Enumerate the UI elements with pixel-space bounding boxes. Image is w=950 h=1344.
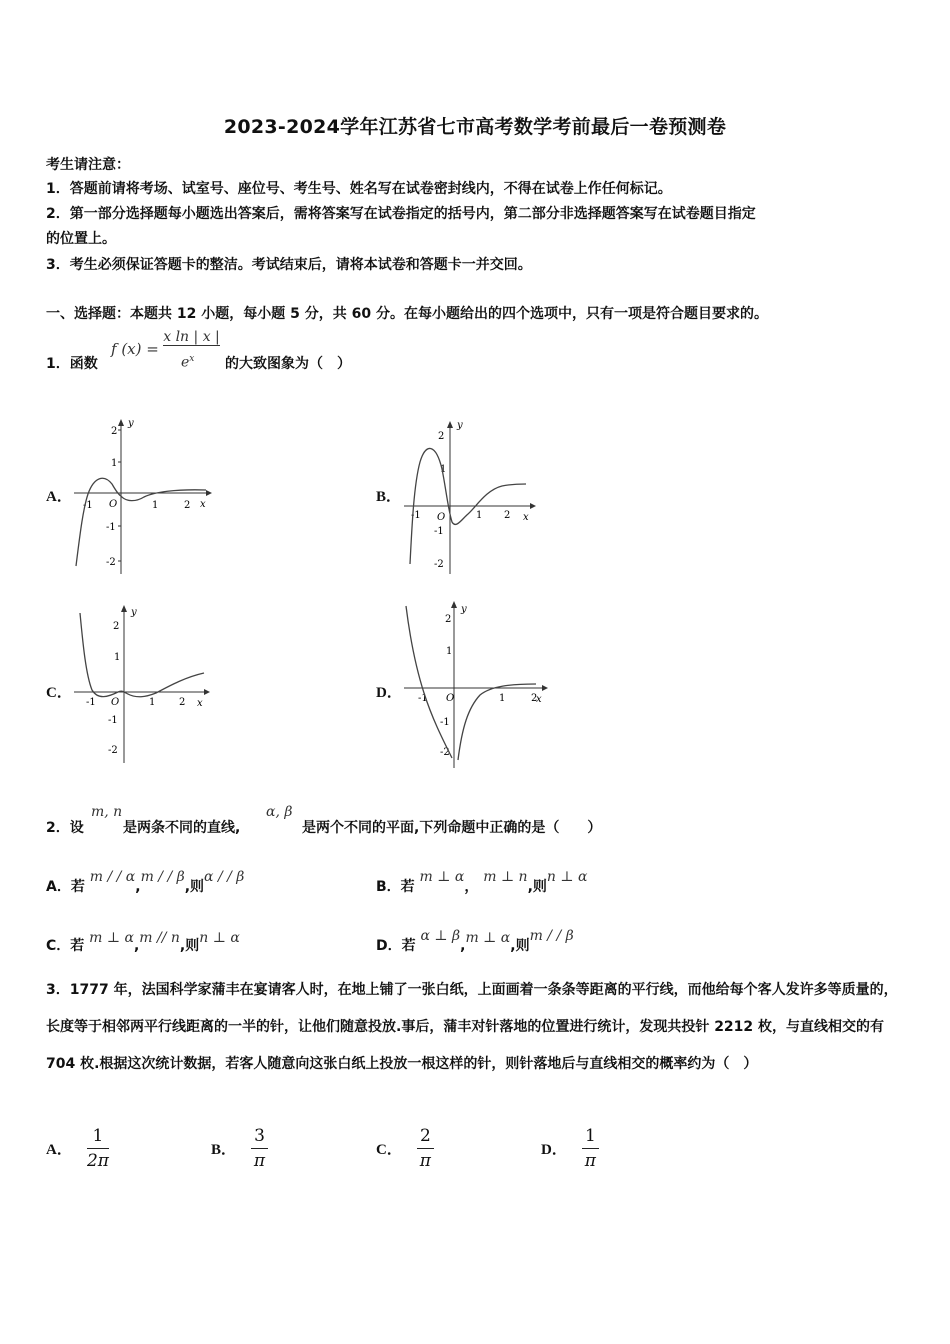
x-axis-label: x — [200, 499, 206, 510]
graph-b — [396, 414, 546, 579]
svg-text:x: x — [536, 694, 542, 705]
q1-fx: f (x) = — [111, 340, 159, 358]
q2-prefix: 2．设 — [46, 820, 84, 836]
y-axis-label: y — [128, 418, 134, 429]
notice-item: 1．答题前请将考场、试室号、座位号、考生号、姓名写在试卷密封线内，不得在试卷上作任何标记。 — [46, 181, 672, 197]
svg-text:y: y — [131, 607, 137, 618]
svg-text:2: 2 — [438, 431, 445, 442]
svg-text:1: 1 — [476, 510, 483, 521]
tick-y: 1 — [111, 458, 118, 469]
notice-item: 的位置上。 — [46, 231, 116, 247]
q1-option-d-label: D． — [376, 685, 402, 701]
tick-x: -1 — [83, 500, 93, 511]
q1-suffix: 的大致图象为（ ） — [225, 356, 351, 372]
tick-y: -1 — [106, 522, 116, 533]
svg-text:2: 2 — [504, 510, 511, 521]
q2-option-a: A．若 m / / α,m / / β,则α / / β — [46, 869, 245, 895]
svg-text:-1: -1 — [411, 510, 421, 521]
svg-text:-1: -1 — [434, 526, 444, 537]
q2-option-c: C．若 m ⊥ α,m // n,则n ⊥ α — [46, 930, 240, 954]
svg-text:-2: -2 — [108, 745, 118, 756]
page-title: 2023-2024学年江苏省七市高考数学考前最后一卷预测卷 — [223, 116, 727, 138]
notice-item: 2．第一部分选择题每小题选出答案后，需将答案写在试卷指定的括号内，第二部分非选择题答案写在试卷题目指定 — [46, 206, 756, 222]
svg-text:O: O — [446, 693, 455, 704]
tick-y: 2 — [111, 426, 118, 437]
q2-ab: α, β — [266, 804, 293, 820]
svg-text:1: 1 — [114, 652, 121, 663]
svg-text:-1: -1 — [86, 697, 96, 708]
svg-text:1: 1 — [440, 464, 447, 475]
svg-text:1: 1 — [446, 646, 453, 657]
svg-text:-2: -2 — [440, 747, 450, 758]
q1-denominator: $e^x$ — [181, 354, 195, 371]
svg-text:2: 2 — [531, 693, 538, 704]
q3-option-a: A． $\frac{1}{2\pi}$ — [46, 1126, 109, 1171]
svg-text:1: 1 — [499, 693, 506, 704]
svg-text:2: 2 — [179, 697, 186, 708]
svg-text:2: 2 — [113, 621, 120, 632]
q1-numerator: x ln | x | — [163, 329, 220, 345]
tick-x: 2 — [184, 500, 191, 511]
q3-option-c: C． $\frac{2}{\pi}$ — [376, 1126, 434, 1171]
q2-mid: 是两条不同的直线, — [123, 820, 241, 836]
q1-option-c-label: C． — [46, 685, 72, 701]
graph-a — [66, 414, 216, 579]
svg-text:x: x — [523, 512, 529, 523]
svg-text:-1: -1 — [108, 715, 118, 726]
svg-text:-1: -1 — [440, 717, 450, 728]
svg-text:1: 1 — [149, 697, 156, 708]
svg-text:-2: -2 — [434, 559, 444, 570]
q2-suffix: 是两个不同的平面,下列命题中正确的是（ ） — [302, 820, 602, 836]
notice-heading: 考生请注意： — [46, 157, 130, 173]
svg-text:2: 2 — [445, 614, 452, 625]
svg-text:y: y — [457, 420, 463, 431]
svg-text:O: O — [437, 512, 446, 523]
q3-option-b: B． $\frac{3}{\pi}$ — [211, 1126, 268, 1171]
svg-text:O: O — [111, 697, 120, 708]
origin-label: O — [109, 499, 118, 510]
tick-y: -2 — [106, 557, 116, 568]
q2-option-b: B．若 m ⊥ α， m ⊥ n,则n ⊥ α — [376, 869, 588, 895]
q2-option-d: D．若 α ⊥ β,m ⊥ α,则m / / β — [376, 928, 574, 954]
q1-option-a-label: A． — [46, 489, 72, 505]
notice-item: 3．考生必须保证答题卡的整洁。考试结束后，请将本试卷和答题卡一并交回。 — [46, 257, 532, 273]
svg-text:x: x — [197, 698, 203, 709]
svg-text:y: y — [461, 604, 467, 615]
graph-c — [66, 605, 216, 770]
q1-prefix: 1．函数 — [46, 356, 98, 372]
q1-option-b-label: B． — [376, 489, 402, 505]
tick-x: 1 — [152, 500, 159, 511]
q3-option-d: D． $\frac{1}{\pi}$ — [541, 1126, 599, 1171]
section-heading: 一、选择题：本题共 12 小题，每小题 5 分，共 60 分。在每小题给出的四个选项中，只有一项是符合题目要求的。 — [46, 306, 768, 322]
svg-text:-1: -1 — [418, 693, 428, 704]
graph-d — [396, 598, 556, 773]
q2-mn: m, n — [91, 804, 123, 820]
q3-text: 3．1777 年，法国科学家蒲丰在宴请客人时，在地上铺了一张白纸，上面画着一条条等距离的平行线，而他给每个客人发许多等质量的，长度等于相邻两平行线距离的一半的针，让他们随意投放.事后，蒲丰对针落地的位置进行统计，发现共投针 2212 枚，与直线相交的有 704 枚.根据这次统计数据，若客人随意向这张白纸上投放一根这样的针，则针落地后与直线相交的概率约为（ ） — [46, 982, 898, 1072]
